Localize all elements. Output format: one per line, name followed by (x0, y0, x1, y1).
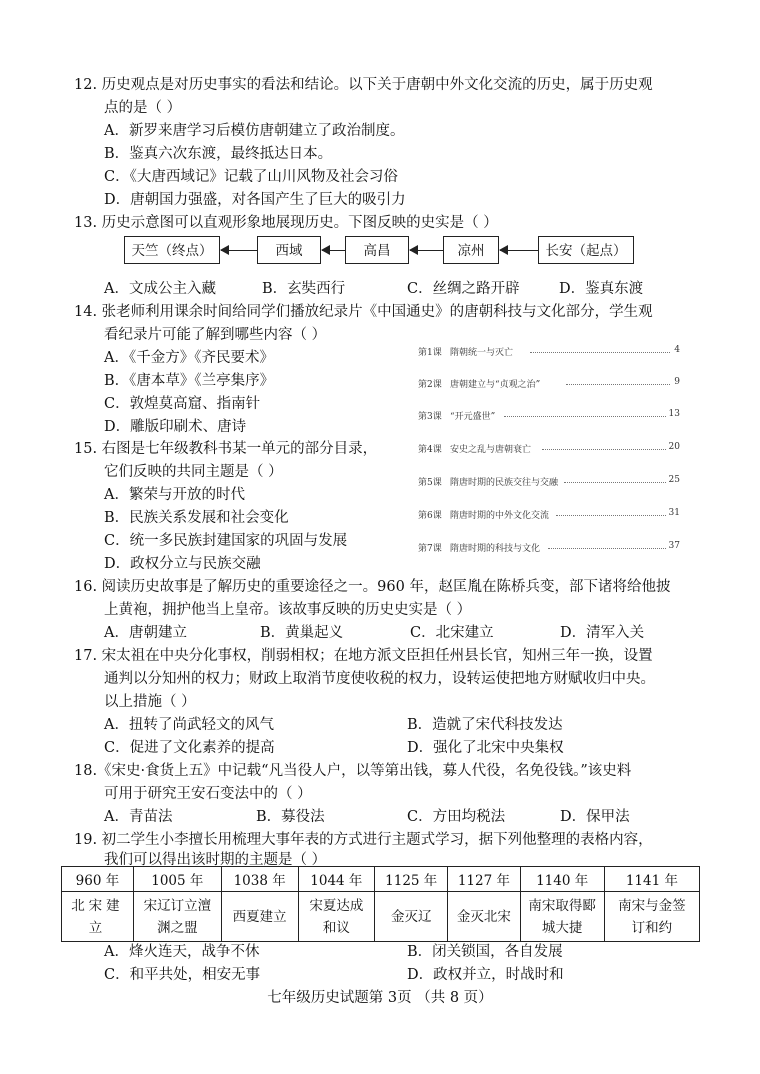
q16-option-a: A．唐朝建立 (104, 625, 187, 641)
q13-option-c: C．丝绸之路开辟 (407, 281, 520, 297)
q15-option-d: D．政权分立与民族交融 (104, 556, 261, 572)
q17-option-c: C．促进了文化素养的提高 (104, 740, 275, 756)
q14-option-d: D．雕版印刷术、唐诗 (104, 419, 247, 435)
route-box-gaochang: 高昌 (345, 236, 409, 264)
q12-stem-line2: 点的是（ ） (104, 100, 182, 116)
event-text: 北宋建立 (71, 897, 124, 936)
q16-stem-line2: 上黄袍，拥护他当上皇帝。该故事反映的历史史实是（ ） (104, 602, 472, 618)
q15-stem-line1: 15. 右图是七年级教科书某一单元的部分目录， (74, 441, 378, 457)
q14-stem-line1: 14. 张老师利用课余时间给同学们播放纪录片《中国通史》的唐朝科技与文化部分，学生观 (74, 304, 653, 320)
year-cell: 1127 年 (448, 867, 520, 892)
year-cell: 1044 年 (298, 867, 375, 892)
toc-title: “开元盛世” (450, 412, 496, 422)
q13-option-b: B．玄奘西行 (262, 281, 346, 297)
toc-page: 4 (674, 345, 680, 355)
event-text: 宋辽订立澶渊之盟 (143, 897, 212, 936)
toc-leader (548, 548, 666, 549)
event-text: 南宋与金签订和约 (618, 897, 686, 936)
q12-option-d: D．唐朝国力强盛，对各国产生了巨大的吸引力 (104, 192, 406, 208)
event-text: 宋夏达成和议 (309, 897, 364, 936)
q17-stem-line1: 17. 宋太祖在中央分化事权，削弱相权；在地方派文臣担任州县长官，知州三年一换，设置 (74, 648, 653, 664)
toc-page: 31 (668, 508, 680, 518)
event-cell (520, 892, 604, 942)
q14-stem-line2: 看纪录片可能了解到哪些内容（ ） (104, 327, 327, 343)
q18-option-d: D．保甲法 (560, 809, 630, 825)
year-cell: 1005 年 (133, 867, 221, 892)
timeline-table (61, 866, 700, 942)
route-box-liangzhou: 凉州 (443, 236, 499, 264)
q19-option-b: B．闭关锁国，各自发展 (407, 944, 563, 960)
toc-page: 25 (668, 475, 680, 485)
toc-leader (566, 384, 670, 385)
toc-title: 安史之乱与唐朝衰亡 (450, 445, 532, 455)
q14-option-a: A．《千金方》《齐民要术》 (104, 350, 274, 366)
year-cell: 1141 年 (604, 867, 699, 892)
q13-option-d: D．鉴真东渡 (559, 281, 644, 297)
toc-lesson: 第7课 (418, 544, 442, 554)
q17-option-a: A．扭转了尚武轻文的风气 (104, 717, 274, 733)
q13-stem-line1: 13. 历史示意图可以直观形象地展现历史。下图反映的史实是（ ） (74, 215, 498, 231)
q19-option-a: A．烽火连天，战争不休 (104, 944, 260, 960)
year-cell: 1038 年 (221, 867, 298, 892)
q16-option-d: D．清军入关 (560, 625, 645, 641)
route-arrow-1 (221, 250, 257, 251)
toc-lesson: 第5课 (418, 478, 442, 488)
toc-leader (504, 416, 666, 417)
toc-page: 9 (674, 377, 680, 387)
q18-stem-line1: 18.《宋史·食货上五》中记载“凡当役人户，以等第出钱，募人代役，名免役钱。”该史料 (74, 763, 632, 779)
q16-option-c: C．北宋建立 (410, 625, 494, 641)
toc-page: 20 (668, 442, 680, 452)
route-arrow-2 (322, 250, 345, 251)
q12-option-b: B．鉴真六次东渡，最终抵达日本。 (104, 146, 333, 162)
toc-lesson: 第2课 (418, 380, 442, 390)
toc-lesson: 第6课 (418, 511, 442, 521)
toc-title: 唐朝建立与“贞观之治” (450, 380, 541, 390)
toc-leader (542, 449, 666, 450)
route-arrow-4 (500, 250, 538, 251)
route-arrow-3 (410, 250, 443, 251)
toc-title: 隋唐时期的科技与文化 (450, 544, 541, 554)
toc-leader (564, 482, 666, 483)
q12-option-c: C．《大唐西域记》记载了山川风物及社会习俗 (104, 169, 398, 185)
event-text: 西夏建立 (232, 908, 287, 925)
year-cell: 960 年 (62, 867, 134, 892)
q18-option-a: A．青苗法 (104, 809, 173, 825)
q14-option-c: C．敦煌莫高窟、指南针 (104, 396, 261, 412)
q18-option-c: C．方田均税法 (407, 809, 506, 825)
timeline-event-row (62, 892, 700, 942)
q19-option-c: C．和平共处，相安无事 (104, 967, 261, 983)
q16-stem-line1: 16. 阅读历史故事是了解历史的重要途径之一。960 年，赵匡胤在陈桥兵变，部下诸将给他披 (74, 579, 671, 595)
event-cell (298, 892, 375, 942)
toc-page: 37 (668, 541, 680, 551)
q15-stem-line2: 它们反映的共同主题是（ ） (104, 464, 283, 480)
q17-stem-line2: 通判以分知州的权力；财政上取消节度使收税的权力，设转运使把地方财赋收归中央。 (104, 671, 655, 687)
year-cell: 1125 年 (375, 867, 448, 892)
toc-leader (556, 515, 666, 516)
route-box-tianzhu: 天竺（终点） (124, 236, 220, 264)
q19-stem-line2: 我们可以得出该时期的主题是（ ） (104, 852, 327, 868)
toc-title: 隋唐时期的民族交往与交融 (450, 478, 559, 488)
q18-stem-line2: 可用于研究王安石变法中的（ ） (104, 786, 312, 802)
event-text: 金灭北宋 (456, 908, 511, 925)
toc-leader (530, 352, 670, 353)
event-cell (604, 892, 699, 942)
q15-option-a: A．繁荣与开放的时代 (104, 487, 245, 503)
event-cell (221, 892, 298, 942)
page-footer: 七年级历史试题第 3页 （共 8 页） (267, 990, 493, 1006)
q17-option-d: D．强化了北宋中央集权 (407, 740, 564, 756)
toc-title: 隋朝统一与灭亡 (450, 348, 514, 358)
q14-option-b: B．《唐本草》《兰亭集序》 (104, 373, 275, 389)
event-cell (448, 892, 520, 942)
toc-lesson: 第1课 (418, 348, 442, 358)
route-box-xiyu: 西域 (257, 236, 321, 264)
toc-title: 隋唐时期的中外文化交流 (450, 511, 550, 521)
q19-stem-line1: 19. 初二学生小李擅长用梳理大事年表的方式进行主题式学习，据下列他整理的表格内容， (74, 832, 653, 848)
q17-option-b: B．造就了宋代科技发达 (407, 717, 563, 733)
q16-option-b: B．黄巢起义 (260, 625, 344, 641)
q15-option-b: B．民族关系发展和社会变化 (104, 510, 289, 526)
q19-option-d: D．政权并立，时战时和 (407, 967, 564, 983)
toc-lesson: 第4课 (418, 445, 442, 455)
q12-option-a: A．新罗来唐学习后模仿唐朝建立了政治制度。 (104, 123, 405, 139)
event-cell (375, 892, 448, 942)
timeline-year-row (62, 867, 700, 892)
q18-option-b: B．募役法 (256, 809, 325, 825)
toc-lesson: 第3课 (418, 412, 442, 422)
event-text: 南宋取得郾城大捷 (528, 897, 596, 936)
q12-stem-line1: 12. 历史观点是对历史事实的看法和结论。以下关于唐朝中外文化交流的历史，属于历史观 (74, 77, 653, 93)
q13-option-a: A．文成公主入藏 (104, 281, 216, 297)
event-text: 金灭辽 (390, 908, 432, 925)
route-box-changan: 长安（起点） (538, 236, 634, 264)
q15-option-c: C．统一多民族封建国家的巩固与发展 (104, 533, 348, 549)
toc-page: 13 (668, 409, 680, 419)
year-cell: 1140 年 (520, 867, 604, 892)
event-cell (62, 892, 134, 942)
q17-stem-line3: 以上措施（ ） (104, 694, 196, 710)
event-cell (133, 892, 221, 942)
